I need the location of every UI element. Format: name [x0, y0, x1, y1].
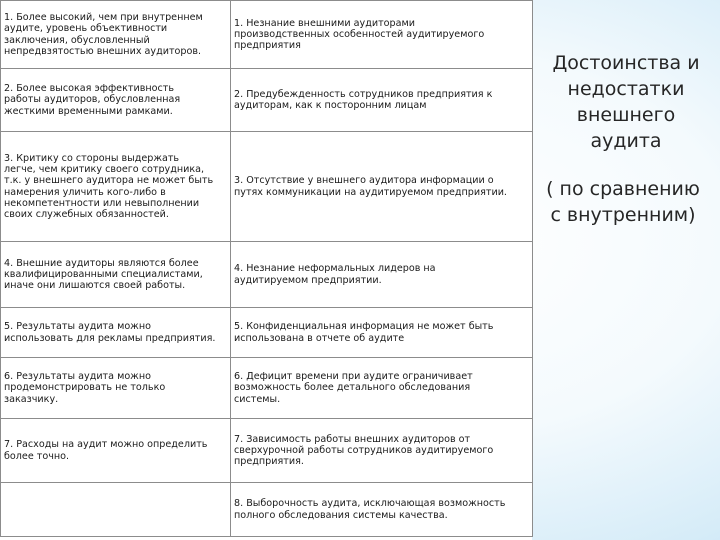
advantage-cell: 4. Внешние аудиторы являются более квалифицированными специалистами, иначе они лишаются своей работы.	[1, 242, 231, 308]
disadvantage-cell: 6. Дефицит времени при аудите ограничивает возможность более детального обследования системы.	[231, 358, 533, 419]
advantage-cell: 6. Результаты аудита можно продемонстрировать не только заказчику.	[1, 358, 231, 419]
advantage-cell: 3. Критику со стороны выдержать легче, чем критику своего сотрудника, т.к. у внешнего аудитора не может быть намерения уличить кого-либо в некомпетентности или невыполнении своих служебных обязанностей.	[1, 132, 231, 242]
disadvantage-cell: 4. Незнание неформальных лидеров на аудитируемом предприятии.	[231, 242, 533, 308]
disadvantage-cell: 8. Выборочность аудита, исключающая возможность полного обследования системы качества.	[231, 483, 533, 537]
disadvantage-cell: 1. Незнание внешними аудиторами производственных особенностей аудитируемого предприятия	[231, 1, 533, 69]
disadvantage-cell: 2. Предубежденность сотрудников предприятия к аудиторам, как к посторонним лицам	[231, 69, 533, 132]
table-row	[1, 483, 533, 537]
table-row	[1, 69, 533, 132]
table-row	[1, 242, 533, 308]
advantage-cell: 7. Расходы на аудит можно определить более точно.	[1, 419, 231, 483]
table-row	[1, 419, 533, 483]
table-row	[1, 132, 533, 242]
advantage-cell: 1. Более высокий, чем при внутреннем аудите, уровень объективности заключения, обусловленный непредвзятостью внешних аудиторов.	[1, 1, 231, 69]
disadvantage-cell: 5. Конфиденциальная информация не может быть использована в отчете об аудите	[231, 308, 533, 358]
advantage-cell: 5. Результаты аудита можно использовать для рекламы предприятия.	[1, 308, 231, 358]
disadvantage-cell: 3. Отсутствие у внешнего аудитора информации о путях коммуникации на аудитируемом предприятии.	[231, 132, 533, 242]
slide-subtitle: ( по сравнению с внутренним)	[546, 178, 700, 226]
table-row	[1, 308, 533, 358]
advantage-cell: 2. Более высокая эффективность работы аудиторов, обусловленная жесткими временными рамками.	[1, 69, 231, 132]
advantage-cell	[1, 483, 231, 537]
table-row	[1, 358, 533, 419]
table-row	[1, 1, 533, 69]
slide-title: Достоинства и недостатки внешнего аудита	[552, 52, 700, 152]
disadvantage-cell: 7. Зависимость работы внешних аудиторов от сверхурочной работы сотрудников аудитируемого предприятия.	[231, 419, 533, 483]
